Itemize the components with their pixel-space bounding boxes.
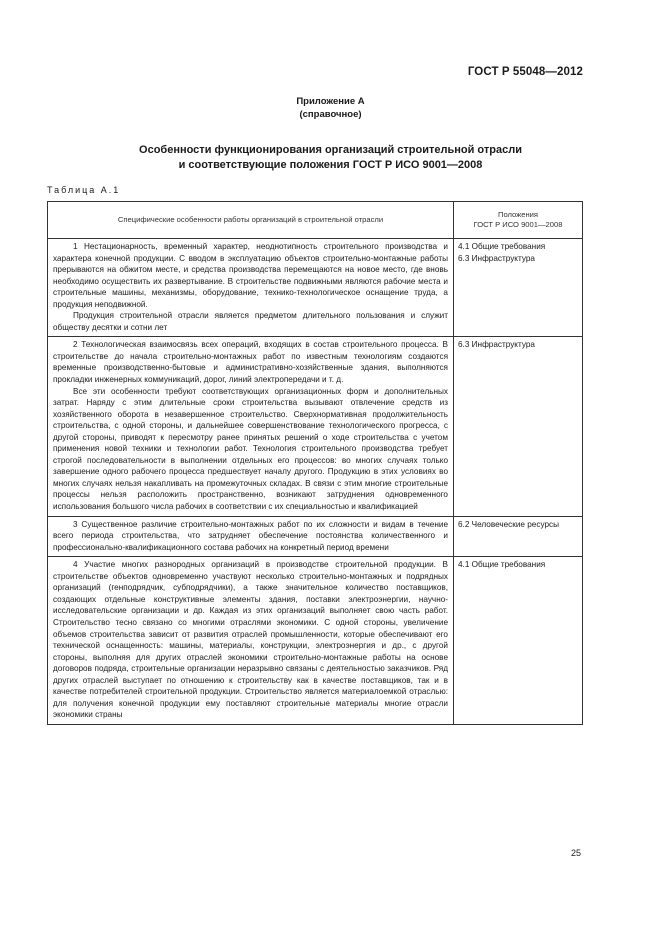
col2-header-line2: ГОСТ Р ИСО 9001—2008 [473,220,563,229]
feature-paragraph: 4 Участие многих разнородных организаций в производстве строительной продукции. В строительстве объектов одновременно участвуют несколько строительно-монтажных и подрядных организаций (генподрядчик, субподрядчики), а также значительное количество поставщиков, создающих отдельные конструктивные элементы здания, поставки электроэнергии, научно-исследовательские организации и др. Каждая из этих организаций выполняет свою часть работ. Строительство тесно связано со многими отраслями экономики. С одной стороны, увеличение объемов строительства зависит от развития отраслей промышленности, которые обеспечивают его технической оснащенность: машины, материалы, конструкции, электроэнергия и др., с другой стороны, выполняя для других отраслей экономики строительно-монтажные работы на основе договоров подряда, строительные организации неразрывно связаны с деятельностью заказчиков. Ряд других отраслей выступает по отношению к строительству как в качестве поставщиков, так и в качестве потребителей строительной продукции. Строительство является материалоемкой отраслью: для получения конечной продукции ему поставляют строительные материалы многие отрасли экономики страны [53,560,448,720]
feature-paragraph: 2 Технологическая взаимосвязь всех операций, входящих в состав строительного процесса. В строительстве до начала строительно-монтажных работ по известным технологиям создаются временные производственно-бытовые и административно-хозяйственные здания, выполняются прокладки инженерных коммуникаций, дорог, линий электропередачи и т. д. [53,340,448,385]
standard-clause: 6.3 Инфраструктура [458,340,535,350]
standard-clause: 4.1 Общие требования [458,560,546,570]
col2-header-line1: Положения [497,209,539,219]
annex-label: Приложение А [296,96,365,107]
standard-cell [454,516,583,557]
feature-cell [48,557,454,725]
standard-cell [454,557,583,725]
table-row [48,516,583,557]
col2-header [454,202,583,239]
annex-kind: (справочное) [299,109,362,120]
standard-cell [454,239,583,337]
feature-cell [48,239,454,337]
feature-paragraph: 1 Нестационарность, временный характер, неоднотипность строительного производства и характера конечной продукции. С вводом в эксплуатацию объектов строительно-монтажные работы прерываются на обжитом месте, и средства производства перемещаются на новое место, где вновь необходимо осуществить их развертывание. В строительстве подвижными являются рабочие места и строительные машины, механизмы, оборудование, технико-технологическое оснащение труда, а продукция неподвижной. [53,242,448,309]
feature-paragraph: 3 Существенное различие строительно-монтажных работ по их сложности и видам в течение всего периода строительства, что затрудняет обеспечение постоянства количественного и профессионально-квалификационного состава рабочих на конкретный период времени [53,519,448,552]
page-number: 25 [570,848,581,858]
annex-heading [0,95,661,121]
table-body [48,239,583,725]
features-table [47,201,583,725]
page-title [0,143,661,173]
col1-header: Специфические особенности работы организаций в строительной отрасли [48,202,454,239]
standard-clause: 6.2 Человеческие ресурсы [458,519,559,529]
feature-cell [48,337,454,516]
table-label: Таблица А.1 [47,185,121,195]
table-row [48,557,583,725]
table-row [48,337,583,516]
feature-cell [48,516,454,557]
standard-clause: 4.1 Общие требования [458,242,546,251]
feature-paragraph: Все эти особенности требуют соответствующих организационных форм и дополнительных затрат. Наряду с этим длительные сроки строительства вызывают отвлечение средств из хозяйственного оборота в незавершенное строительство. Сверхнормативная продолжительность строительства, с одной стороны, и дальнейшее совершенствование технологического прогресса, с другой стороны, приводят к пересмотру ранее принятых решений о ходе строительства с учетом применения новой техники и технологии работ. Технология строительного производства требует строгой последовательности в выполнении отдельных его процессов: во многих случаях только завершение одного рабочего процесса предшествует началу другого. Продукцию в этих условиях во многих случаях нельзя накапливать на промежуточных складах. В связи с этим многие строительные процессы нельзя расположить пространственно, возникают затруднения одновременного использования большого числа рабочих в соответствии с их специальностью и квалификацией [53,386,448,512]
table-row [48,239,583,337]
feature-paragraph: Продукция строительной отрасли является предметом длительного пользования и служит обществу десятки и сотни лет [53,311,448,332]
table-header-row [48,202,583,239]
standard-cell [454,337,583,516]
standard-code: ГОСТ Р 55048—2012 [467,66,583,78]
standard-clause: 6.3 Инфраструктура [458,253,535,263]
title-line-2: и соответствующие положения ГОСТ Р ИСО 9001—2008 [178,159,483,171]
title-line-1: Особенности функционирования организаций строительной отрасли [139,144,522,156]
